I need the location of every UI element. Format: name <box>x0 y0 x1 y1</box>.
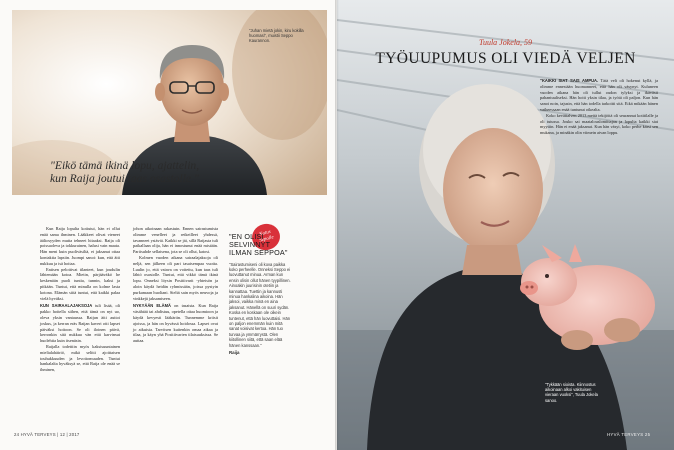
paragraph <box>40 303 120 344</box>
right-page <box>337 0 674 450</box>
page-footer-left: 24 HYVÄ TERVEYS | 12 | 2017 <box>14 432 80 437</box>
page-gutter <box>335 0 339 450</box>
paragraph: johon aikoinaan rakastuin. Ennen sairastumista olimme venelleet ja retkeilleet yhdessä, tavanneet ystäviä. Kaikki se jäi, sillä Raijasta tuli paikallaan olija, hän ei innostunut enää mistään. Pariisuhde sellaisena, jota se oli ollut, katosi. <box>133 226 218 255</box>
paragraph: Raijalla todettiin myös kaksisuuntainen mielialahäiriö, mikä selitti ajoittaisen touhukkuuden ja levottomuuden. Tuntui hankalalta hyväksyä se, että Raija ole enää se ihminen, <box>40 343 120 373</box>
paragraph <box>540 78 658 113</box>
paragraph-text: on tasaista. Kun Raija väsähtää tai ahdistuu, opetella ottaa huomioon ja käydä kevyesti lääkäriin. Tunnemme kriisit ajoissa, ja hän on hyvässä hoidossa. Lapset ovat jo aikuisia. Tarvitsen kuitenkin omaa aikaa ja tilaa, ja käyn yhä Positiivarien tilaisuuksissa. Se auttaa. <box>133 303 219 344</box>
pull-quote: "Eikö tämä ikinä lopu, ajattelin, kun Raija joutui taas osastolle." <box>50 159 200 185</box>
article-column-2 <box>133 226 218 344</box>
paragraph: Koko kevättalven 2013 meitä tekijöitä oli seurannut kotitilalle ja oli tutussa. Jouko sai maatalouslomittajan ja lopulta kaikki siat myytiin. Hän ei enää jaksanut. Kun hän väsyi, koko perhe kärsi sen mukana, ja minäkin olin viimein aivan loppu. <box>540 112 658 136</box>
section-lead: "KAIKKI SIAT SAIS AMPUA. <box>540 78 599 83</box>
sidebar-text: "Sairastumiseni oli kova paikka koko perheelle. Onneksi Seppo ei luovuttanut minua. Arman kun ensin olisin ollut hänen tyypillinen. Ainoakin juurisinin otetiin ja kannattaa. Tuettin ja kannusti minua hankalina aikoina. Hän jaksoi, vaikka minä en aina jaksanut. Hänellä on suuri sydän. Koska en koskaan ole oikein tuntenut, että hän luovuttaisi. Hän on paljon enemmän kuin mitä sanat voisivat kertoa. Hän tuo turvaa ja ymmärrystä. Olen kiitollinen siitä, että saan elää hänen kanssaan." <box>229 261 291 348</box>
sidebar-box <box>229 233 291 355</box>
sidebar-signature: Raija <box>229 350 240 356</box>
section-lead: KUN SAIRAALAJAKSOJA <box>40 303 93 309</box>
right-photo-caption: "Tykkään sioista. Kiinnostus aikoinaan alkoi vakituisen vieraan vuoksi", Tuula Jokela sanoo. <box>545 382 598 403</box>
page-footer-right: HYVÄ TERVEYS 25 <box>607 432 651 437</box>
article-title: TYÖUUPUMUS OLI VIEDÄ VELJEN <box>375 50 636 67</box>
paragraph: Entisen pelottivat tilanteet, kun joudulin lähtemään kotoa. Mietin, pärjääväkö he keskenään puoli tuntia, tunnin, kaksi ja pitkään. Tuntui, että minulla on kolme lasta kotona. Elämän siitä tuntui, että kaikki palaa vielä hyväksi. <box>40 266 120 301</box>
paragraph: Kolmen vuoden aikana sairaalajaksoja oli neljä, sen jälkeen oli pari tasaisempaa vuotta. Luulin jo, että vaiava on voitettu, kun taas tuli lähtö osastolle. Tuntui, että vikkö tämä ikinä lopu. Onneksi löysin Positiivarit -yhteisön ja aloin käydä heidän ryhmissään, joissa pystyin purkamaan huoliani. Sieltä sain myös neuvoja ja vinkkejä jaksamiseen. <box>133 254 218 301</box>
article-kicker: Tuula Jokela, 59 <box>478 38 533 47</box>
section-lead: NYKYÄÄN ELÄMÄ <box>133 303 171 309</box>
paragraph-text: Tätä veli oli hokenut kyllä, ja olimme ennestään huomanneet, että hän oli väsynyt. Kuluneen vuoden aikana hän oli tullut oudon tylyksi ja ikävästi pahantuuliseksi. Hän hoiti yksin tilaa, ja työtä oli paljon. Kun hän sanoi noin, tajusin, että hän todella tarkoitti sitä. Eikä mikään hänen vaiheessaan enää tuntunut oikealta. <box>540 78 658 112</box>
article-column-1 <box>40 226 120 373</box>
badge-label: Kotus Sepolle <box>258 230 275 244</box>
portrait-photo <box>12 10 327 195</box>
paragraph: Kun Raija lopulta kotiutui, hän ei ollut enää sama ihminen. Lääkkeet olivat vieneet ääliosyyden mutta tehneet hitaaksi. Raija oli poissaoleva ja tokkurainen, halusi vain maata. Hän meni kuin puoliväsiltä, ei jaksanut ottaa kontaktia lapsiin. Juompi sanoi: kun, että äiti nukkuu ja isä hoitaa. <box>40 226 120 266</box>
paragraph <box>133 303 218 344</box>
paragraph-text: tuli lisää, oli pakko hoitella siihen, että tämä on nyt uo, oleva yksin vantaussa. Raijan äiti auttoi joskus, ja kerran eräs Raijan kaveri otti lapset päiväksi hoitoon. Se oli iloinen päivä, kerronkin sitä nukkua vän että karvinsut huolehtia kuin itsenäsin. <box>40 303 120 344</box>
sidebar-title: "EN OLISI SELVINNYT ILMAN SEPPOA" <box>229 232 288 258</box>
photo-caption: "Juhan mietä jokin, kiru kokilla huomasi", muistii Seppo Kaurannon. <box>249 28 304 44</box>
right-article-body <box>540 78 658 136</box>
